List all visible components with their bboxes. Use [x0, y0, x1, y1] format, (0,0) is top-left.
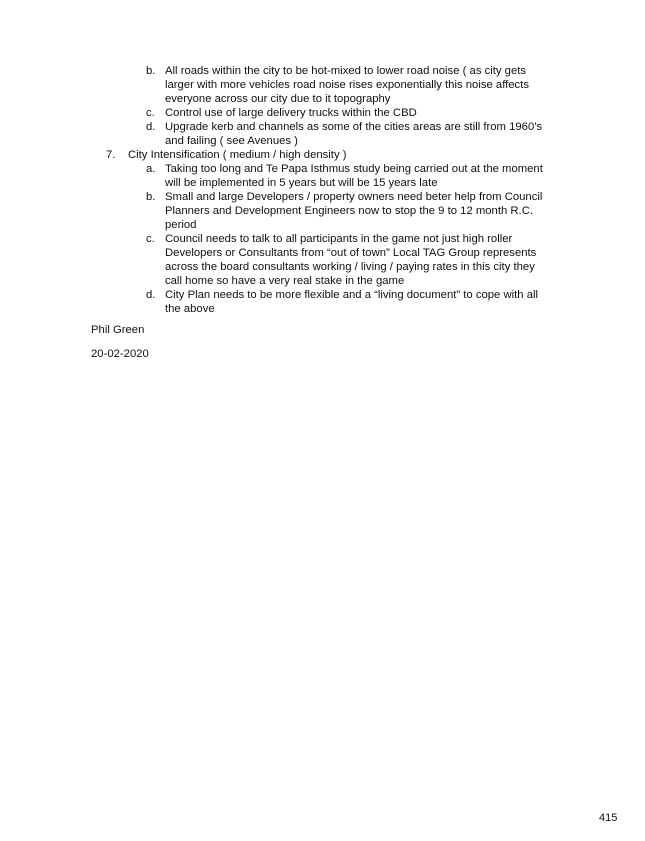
list-marker: c.	[146, 107, 155, 119]
list-item-d-city-plan	[146, 288, 556, 316]
list-item-b-developers-help	[146, 190, 556, 232]
list-item-a-te-papa-study	[146, 162, 556, 190]
list-marker: a.	[146, 163, 156, 175]
list-item-b-road-noise	[146, 64, 556, 106]
list-item-text: Upgrade kerb and channels as some of the cities areas are still from 1960’s and failing ( see Avenues )	[165, 121, 543, 147]
list-marker: b.	[146, 65, 156, 77]
list-marker: c.	[146, 233, 155, 245]
list-item-c-delivery-trucks	[146, 106, 556, 120]
list-marker: b.	[146, 191, 156, 203]
list-item-c-council-participants	[146, 232, 556, 288]
signature-name: Phil Green	[91, 324, 145, 336]
list-item-text: Small and large Developers / property owners need beter help from Council Planners and Development Engineers now to stop the 9 to 12 month R.C. period	[165, 191, 543, 231]
list-item-7-city-intensification	[106, 148, 556, 162]
signature-date: 20-02-2020	[91, 348, 149, 360]
list-item-text: Control use of large delivery trucks within the CBD	[165, 107, 417, 119]
list-item-text: City Plan needs to be more flexible and a “living document” to cope with all the above	[165, 289, 538, 315]
list-item-text: All roads within the city to be hot-mixed to lower road noise ( as city gets larger with more vehicles road noise rises exponentially this noise affects everyone across our city due to it topography	[165, 65, 529, 105]
list-item-text: City Intensification ( medium / high density )	[128, 149, 347, 161]
list-marker: 7.	[106, 149, 116, 161]
list-item-text: Council needs to talk to all participants in the game not just high roller Developers or Consultants from “out of town” Local TAG Group represents across the board consultants working / living / paying rates in this city they call home so have a very real stake in the game	[165, 233, 537, 287]
page-number: 415	[599, 812, 618, 824]
list-marker: d.	[146, 121, 156, 133]
list-item-d-kerb-channels	[146, 120, 556, 148]
list-marker: d.	[146, 289, 156, 301]
list-item-text: Taking too long and Te Papa Isthmus study being carried out at the moment will be implemented in 5 years but will be 15 years late	[165, 163, 543, 189]
